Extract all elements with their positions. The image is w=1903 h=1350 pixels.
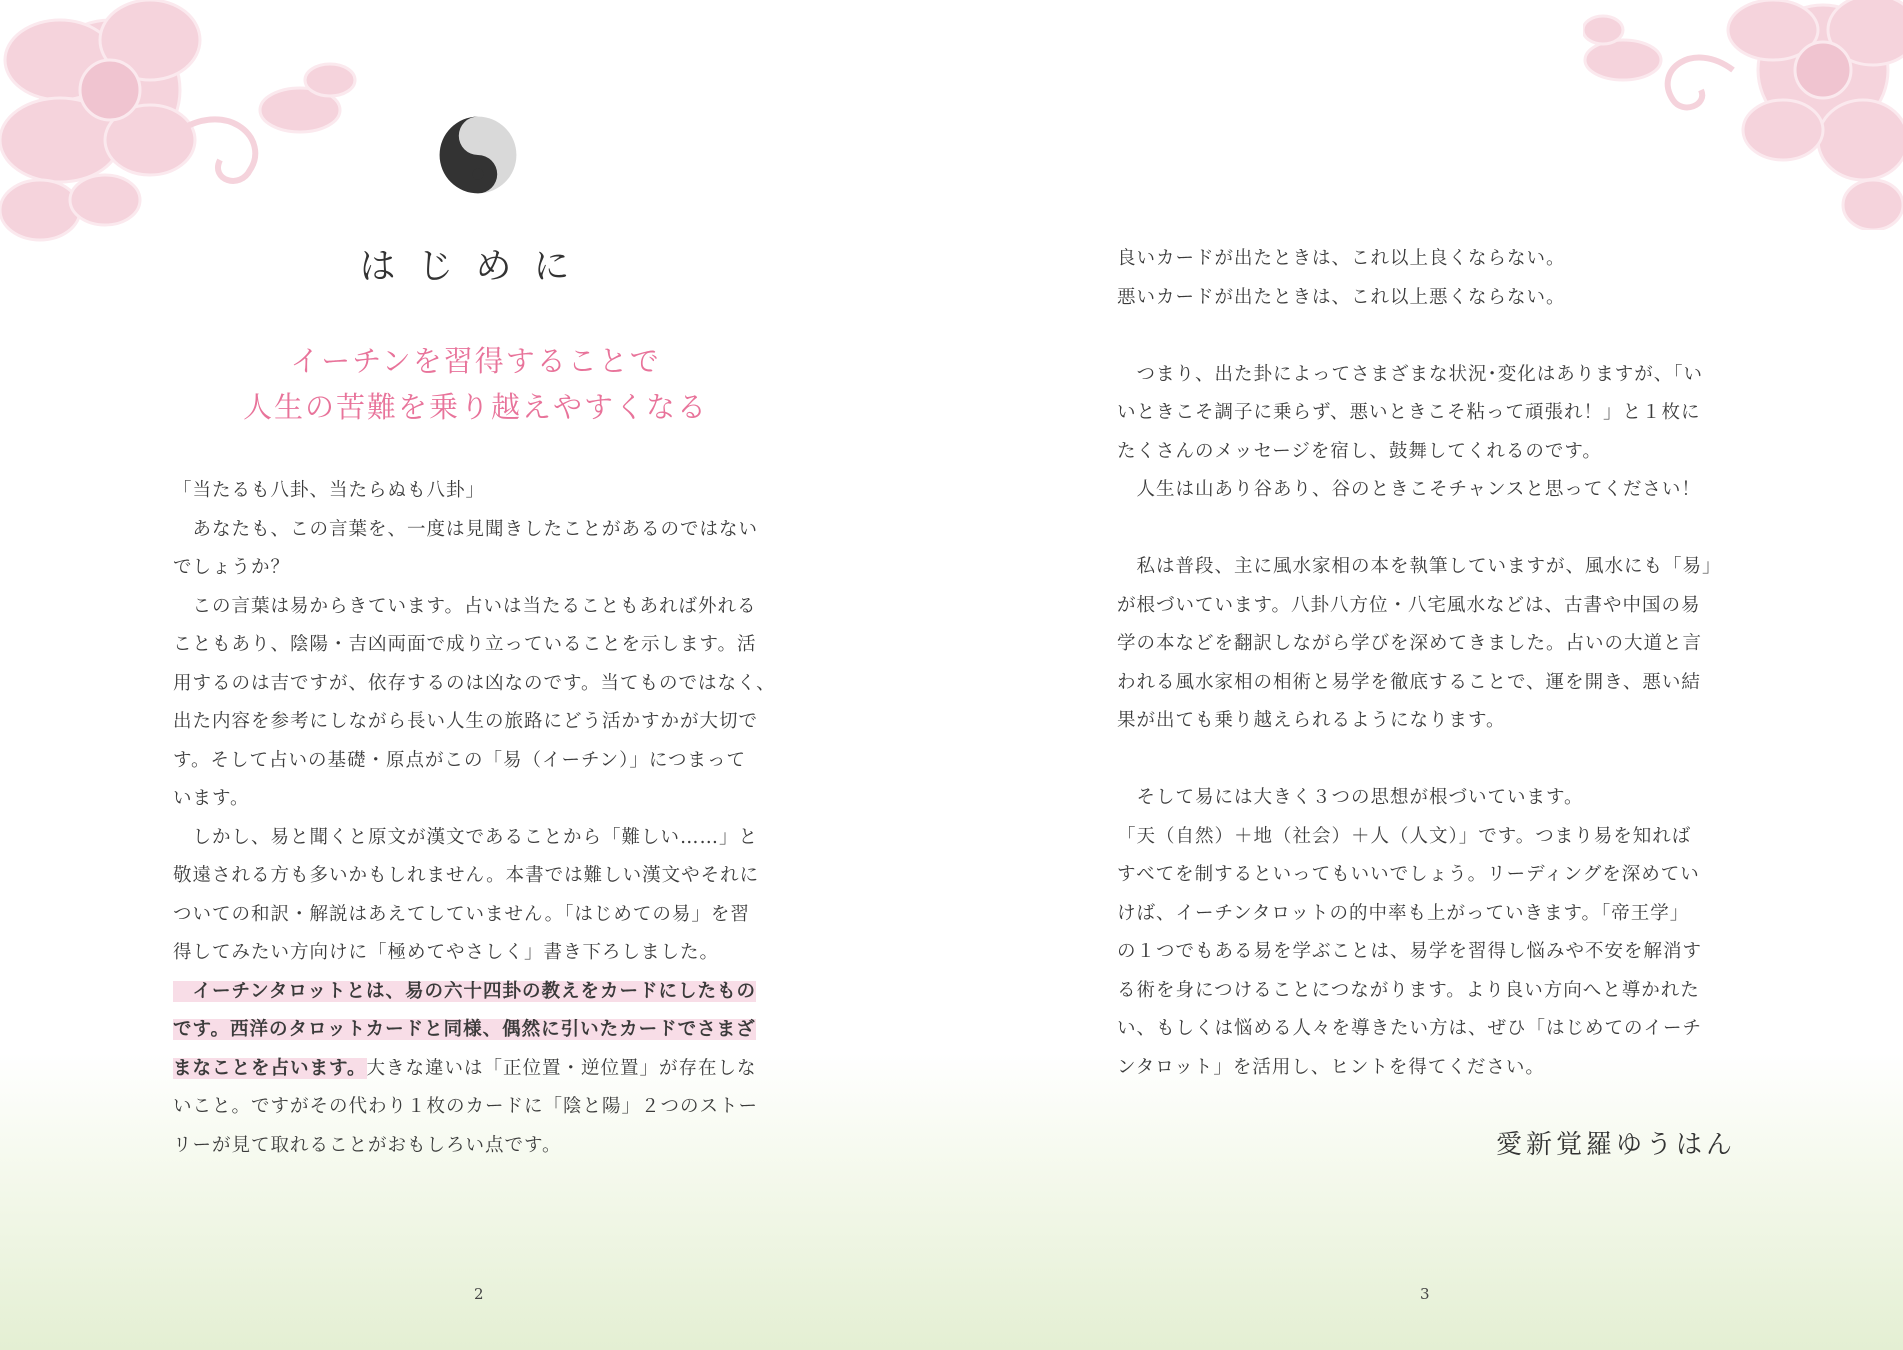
text-line: 「当たるも八卦、当たらぬも八卦」: [173, 480, 486, 501]
highlight-text: イーチンタロットとは、易の六十四卦の教えをカードにしたもの: [173, 980, 756, 1002]
text-line: そして易には大きく３つの思想が根づいています。: [1117, 787, 1584, 808]
text-line: こともあり、陰陽・吉凶両面で成り立っていることを示します。活: [173, 634, 757, 655]
text-line: い、もしくは悩める人々を導きたい方は、ぜひ「はじめてのイーチ: [1117, 1018, 1703, 1039]
text-line: が根づいています。八卦八方位・八宅風水などは、古書や中国の易: [1117, 594, 1701, 616]
text-line: ンタロット」を活用し、ヒントを得てください。: [1117, 1056, 1545, 1078]
text-line: 「天（自然）＋地（社会）＋人（人文）」です。つまり易を知れば: [1117, 825, 1692, 847]
text-line: リーが見て取れることがおもしろい点です。: [173, 1134, 562, 1156]
mixed-line: [173, 1050, 803, 1089]
text-line: この言葉は易からきています。占いは当たることもあれば外れる: [173, 595, 757, 617]
text-fragment: 大きな違いは「正位置・逆位置」が存在しな: [366, 1057, 757, 1079]
left-page: [0, 0, 951, 1350]
highlight-text: まなことを占います。: [173, 1057, 367, 1079]
text-line: 得してみたい方向けに「極めてやさしく」書き下ろしました。: [173, 942, 720, 963]
text-line: 良いカードが出たときは、これ以上良くならない。: [1117, 248, 1566, 269]
text-line: 学の本などを翻訳しながら学びを深めてきました。占いの大道と言: [1117, 633, 1703, 654]
text-line: いこと。ですがその代わり１枚のカードに「陰と陽」２つのストー: [173, 1096, 759, 1117]
page-title: はじめに: [359, 246, 592, 287]
page-number: 3: [1420, 1285, 1430, 1303]
highlighted-line: [173, 1011, 803, 1050]
peony-flower-decoration: [1583, 0, 1903, 230]
text-line: る術を身につけることにつながります。より良い方向へと導かれた: [1117, 979, 1700, 1001]
text-line: 用するのは吉ですが、依存するのは凶なのです。当てものではなく、: [173, 672, 776, 694]
text-line: けば、イーチンタロットの的中率も上がっていきます。「帝王学」: [1117, 902, 1690, 924]
text-line: あなたも、この言葉を、一度は見聞きしたことがあるのではない: [173, 518, 759, 540]
left-body-text: [173, 472, 803, 1165]
subtitle-line: 人生の苦難を乗り越えやすくなる: [242, 390, 708, 424]
text-line: つまり、出た卦によってさまざまな状況･変化はありますが、「い: [1117, 363, 1704, 385]
blank-line: [1117, 741, 1737, 780]
text-line: す。そして占いの基礎・原点がこの「易（イーチン）」につまって: [173, 749, 746, 771]
subtitle-line: イーチンを習得することで: [290, 344, 661, 378]
yin-yang-icon: [438, 115, 518, 195]
blank-line: [1117, 317, 1737, 356]
blank-line: [1117, 510, 1737, 549]
text-line: います。: [173, 788, 250, 809]
text-line: われる風水家相の相術と易学を徹底することで、運を開き、悪い結: [1117, 671, 1701, 693]
text-line: 人生は山あり谷あり、谷のときこそチャンスと思ってください！: [1117, 479, 1701, 500]
text-line: いときこそ調子に乗らず、悪いときこそ粘って頑張れ！」と１枚に: [1117, 402, 1701, 423]
page-number: 2: [474, 1285, 484, 1303]
highlight-text: です。西洋のタロットカードと同様、偶然に引いたカードでさまざ: [173, 1019, 756, 1040]
text-line: たくさんのメッセージを宿し、鼓舞してくれるのです。: [1117, 440, 1602, 462]
text-line: ついての和訳・解説はあえてしていません。「はじめての易」を習: [173, 903, 750, 925]
text-line: 果が出ても乗り越えられるようになります。: [1117, 710, 1506, 731]
right-body-text: [1117, 240, 1737, 1087]
author-signature: 愛新覚羅ゆうはん: [1495, 1130, 1736, 1160]
text-line: すべてを制するといってもいいでしょう。リーディングを深めてい: [1117, 864, 1700, 885]
subtitle: [0, 338, 951, 430]
text-line: 私は普段、主に風水家相の本を執筆していますが、風水にも「易」: [1117, 556, 1722, 577]
text-line: でしょうか？: [173, 557, 291, 578]
text-line: 出た内容を参考にしながら長い人生の旅路にどう活かすかが大切で: [173, 711, 759, 732]
highlighted-line: [173, 973, 803, 1012]
text-line: しかし、易と聞くと原文が漢文であることから「難しい……」と: [173, 826, 759, 848]
text-line: 敬遠される方も多いかもしれません。本書では難しい漢文やそれに: [173, 865, 760, 886]
text-line: の１つでもある易を学ぶことは、易学を習得し悩みや不安を解消す: [1117, 941, 1703, 962]
text-line: 悪いカードが出たときは、これ以上悪くならない。: [1117, 286, 1566, 308]
